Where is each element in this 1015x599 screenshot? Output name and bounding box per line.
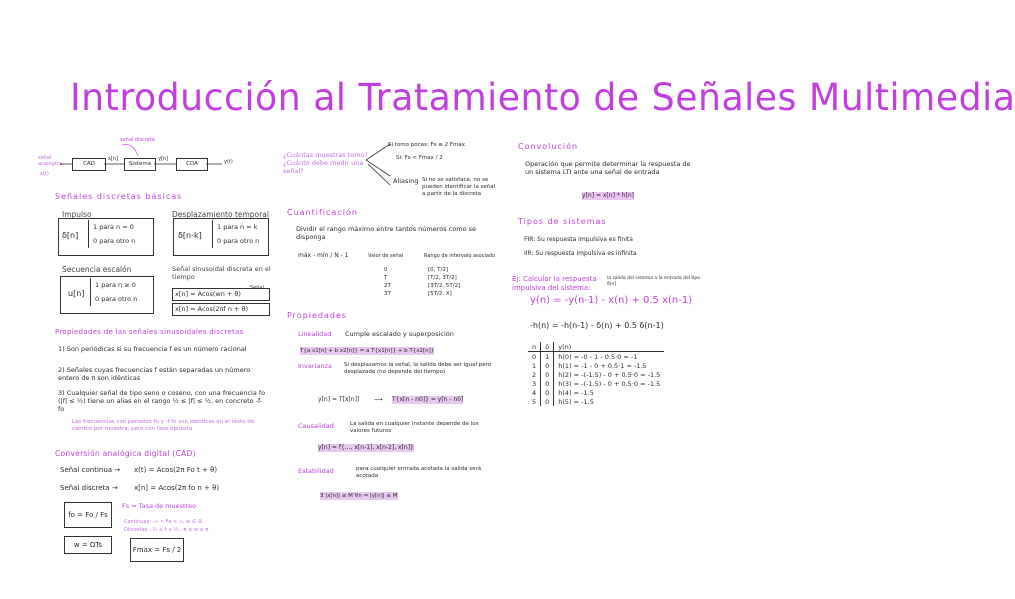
impulso-case-1: 1 para n = 0: [93, 223, 134, 231]
fir-text: FIR: Su respuesta impulsiva es finita: [524, 236, 633, 243]
inv-arrow: ⟶: [374, 396, 383, 403]
diagram-block-sistema: Sistema: [124, 158, 156, 171]
caus-text: La salida en cualquier instante depende de los valores futuros: [350, 421, 479, 434]
ej-label: Ej: Calcular la respuesta impulsiva del sistema:: [512, 275, 597, 292]
ej-eq: y(n) = -y(n-1) - x(n) + 0.5 x(n-1): [530, 295, 693, 306]
diagram-out-label: y(t): [224, 159, 233, 165]
lin-text: Cumple escalado y superposición: [345, 330, 454, 338]
escalon-case-2: 0 para otro n: [95, 295, 138, 303]
aliasing-text: Si no se satisface, no se pueden identificar la señal a partir de la discreta: [422, 177, 496, 197]
fo-formula: fo = Fo / Fs: [64, 502, 112, 528]
sinus-eq-1: x[n] = Acos(wn + θ): [172, 288, 270, 301]
w-formula: w = ΩTs: [64, 536, 112, 554]
diagram-b1-out: x[n]: [108, 156, 119, 162]
cuant-range-0: [0, T/2]: [428, 267, 448, 273]
table-cell: 5: [528, 397, 541, 406]
table-cell: h(4) = -1.5: [558, 388, 594, 397]
disc-range: Discretas: -½ ≤ f ≤ ½, -π ≤ w ≤ π: [124, 527, 209, 533]
despl-case-1: 1 para n = k: [217, 223, 258, 231]
props-heading: Propiedades: [287, 311, 348, 320]
table-row: [528, 352, 664, 362]
block-diagram: [38, 136, 268, 181]
table-head-n: n: [528, 342, 541, 352]
cuant-val-1: T: [384, 275, 388, 281]
table-cell: h(5) = -1.5: [558, 397, 594, 406]
h-eq: -h(n) = -h(n-1) - δ(n) + 0.5 δ(n-1): [530, 321, 664, 330]
despl-label: Desplazamiento temporal: [172, 210, 269, 219]
cuant-text: Dividir el rango máximo entre tantos números como se disponga: [296, 225, 477, 241]
despl-name: δ[n-k]: [178, 231, 202, 240]
prop-heading: Propiedades de las señales sinusoidales discretas: [55, 328, 244, 336]
cont-range: Continuas: -∞ < Fo < ∞, w ∈ ℝ: [124, 519, 202, 525]
caus-label: Causalidad: [298, 422, 334, 430]
escalon-label: Secuencia escalón: [62, 265, 132, 274]
table-cell: h(2) = -(-1.5) - 0 + 0.5·0 = -1.5: [558, 370, 661, 379]
cuant-formula: máx - mín / N - 1: [298, 252, 349, 259]
table-cell: 4: [528, 388, 541, 397]
fmax-formula: Fmax = Fs / 2: [130, 538, 184, 562]
inv-eq-1: y[n] = T[x[n]]: [318, 396, 360, 403]
diagram-block-cad: CAD: [72, 158, 106, 171]
ej-note: la salida del sistema a la entrada del tipo δ[n]: [607, 276, 701, 287]
cuant-col2: Rango de intervalo asociado: [424, 253, 496, 259]
inv-eq-2: T{x[n - n0]} = y[n - n0]: [392, 396, 464, 403]
est-eq: ∃ |x[n]| ≤ M ∀n ⇒ |y[n]| ≤ M: [320, 493, 398, 499]
cuant-values: [384, 266, 391, 298]
disc-label: Señal discreta →: [60, 484, 118, 492]
table-cell: 0: [541, 397, 554, 406]
sinus-tag: Señal: [250, 285, 264, 291]
table-row: [528, 388, 664, 397]
diagram-in-label: señal analógica: [38, 155, 63, 167]
lin-label: Linealidad: [298, 330, 332, 338]
table-cell: 0: [541, 361, 554, 370]
cuant-col1: Valor de señal: [368, 253, 404, 259]
prop-3b: Las frecuencias con periodos fo y -f-fo son idénticas en el resto de cambio por muestra, pero con fase opuesta: [72, 419, 255, 432]
inv-text: Si desplazamos la señal, la salida debe ser igual pero desplazada (no depende del tiempo): [344, 362, 492, 375]
inv-label: Invarianza: [298, 362, 332, 370]
cont-eq: x(t) = Acos(2π Fo t + θ): [134, 466, 218, 474]
caus-eq: y[n] = f{..., x[n-1], x[n-2], x[n]}: [318, 444, 414, 451]
table-cell: 0: [528, 352, 541, 362]
aliasing-label: Aliasing: [393, 177, 419, 185]
impulso-box: [58, 218, 154, 256]
prop-1: 1) Son periódicas si su frecuencia f es un número racional: [58, 345, 247, 353]
cuant-val-3: 3T: [384, 291, 391, 297]
est-text: para cualquier entrada acotada la salida será acotada: [356, 466, 482, 479]
cuant-heading: Cuantificación: [287, 208, 358, 217]
table-cell: 1: [541, 352, 554, 362]
table-cell: 0: [541, 388, 554, 397]
lin-eq: T{a x1[n] + b x2[n]} = a T{x1[n]} + b T{x2[n]}: [300, 348, 435, 354]
iir-text: IIR: Su respuesta impulsiva es infinita: [524, 250, 637, 257]
cuant-val-0: 0: [384, 267, 388, 273]
cuant-range-2: [3T/2, 5T/2]: [428, 283, 461, 289]
table-cell: 0: [541, 370, 554, 379]
conv-eq: y[n] = x[n] * h[n]: [582, 192, 635, 199]
table-row: [528, 361, 664, 370]
table-cell: h(3) = -(-1.5) - 0 + 0.5·0 = -1.5: [558, 379, 661, 388]
table-row: [528, 379, 664, 388]
table-cell: 1: [528, 361, 541, 370]
question: ¿Cuántas muestras tomo? ¿Cuánto debe medir una señal?: [283, 151, 368, 175]
sinus-label: Señal sinusoidal discreta en el tiempo: [172, 265, 271, 281]
diagram-block-cda: CDA: [176, 158, 208, 171]
page-title: Introducción al Tratamiento de Señales Multimedia: [70, 76, 1015, 119]
cad-heading: Conversión analógica digital (CAD): [55, 449, 196, 458]
cuant-range-3: [5T/2, X]: [428, 291, 452, 297]
despl-box: [173, 218, 269, 256]
sinus-eq-2: x[n] = Acos(2πf n + θ): [172, 303, 270, 316]
table-cell: 3: [528, 379, 541, 388]
opt-1: Si tomo pocas: Fs ≥ 2 Fmax: [388, 142, 466, 148]
est-label: Estabilidad: [298, 467, 334, 475]
impulso-name: δ[n]: [62, 231, 79, 240]
prop-2: 2) Señales cuyas frecuencias f están separadas un número entero de π son idénticas: [58, 366, 251, 382]
impulso-label: Impulso: [62, 210, 92, 219]
impulso-case-2: 0 para otro n: [93, 237, 136, 245]
table-cell: 0: [541, 379, 554, 388]
escalon-case-1: 1 para n ≥ 0: [95, 281, 136, 289]
cuant-val-2: 2T: [384, 283, 391, 289]
escalon-name: u[n]: [68, 289, 85, 298]
tipos-heading: Señales discretas básicas: [55, 192, 183, 201]
table-cell: 2: [528, 370, 541, 379]
cuant-ranges: [428, 266, 460, 298]
table-head-delta: δ: [541, 342, 554, 352]
impulse-table: [528, 342, 664, 406]
cont-label: Señal continua →: [60, 466, 121, 474]
tipos-sistemas-heading: Tipos de sistemas: [518, 217, 607, 226]
table-row: [528, 370, 664, 379]
cuant-range-1: [T/2, 3T/2]: [428, 275, 457, 281]
prop-3: 3) Cualquier señal de tipo seno o coseno, con una frecuencia fo (|f| ≤ ½) tiene un alias en el rango ½ ≤ |f| ≤ ½, en concreto -f-fo: [58, 389, 266, 413]
opt-2: Si: Fs < Fmax / 2: [396, 155, 443, 161]
conv-text: Operación que permite determinar la respuesta de un sistema LTI ante una señal de entrada: [525, 160, 691, 176]
escalon-box: [60, 276, 154, 314]
table-cell: h(0) = -0 - 1 - 0.5·0 = -1: [558, 352, 638, 361]
table-head-y: y(n): [554, 342, 665, 352]
diagram-b2-out: y[n]: [158, 156, 169, 162]
table-cell: h(1) = -1 - 0 + 0.5·1 = -1.5: [558, 361, 647, 370]
fs-note: Fs = Tasa de muestreo: [122, 502, 197, 510]
diagram-in-sub: x(t): [40, 171, 49, 177]
diagram-top-label: señal discreta: [120, 137, 155, 143]
table-header: [528, 342, 664, 352]
table-row: [528, 397, 664, 406]
despl-case-2: 0 para otro n: [217, 237, 260, 245]
conv-heading: Convolución: [518, 142, 579, 151]
disc-eq: x[n] = Acos(2π fo n + θ): [134, 484, 220, 492]
